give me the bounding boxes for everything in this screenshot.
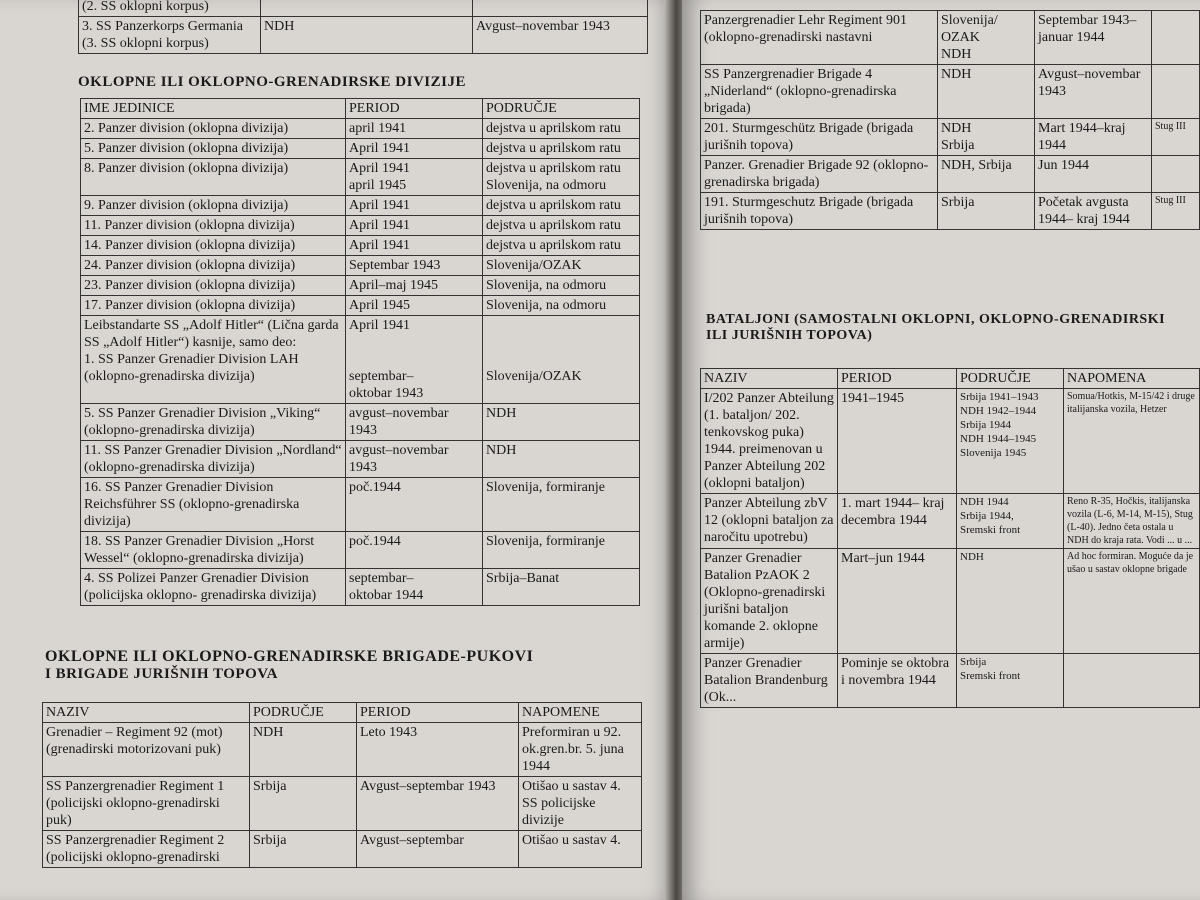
table-row [701,65,1200,119]
table-cell: NDH [483,404,640,441]
table-row [701,494,1200,549]
table-cell: dejstva u aprilskom ratu [483,236,640,256]
column-header: PERIOD [357,703,519,723]
table-cell: Slovenija/ OZAK NDH [938,11,1035,65]
table-row [79,17,648,54]
table-cell: 17. Panzer division (oklopna divizija) [81,296,346,316]
table-cell: Panzer Abteilung zbV 12 (oklopni bataljon za naročitu upotrebu) [701,494,838,549]
table-cell: Ad hoc formiran. Moguće da je ušao u sastav oklopne brigade [1064,549,1200,654]
table-row [81,256,640,276]
heading-line: I BRIGADE JURIŠNIH TOPOVA [45,666,278,682]
column-header: IME JEDINICE [81,99,346,119]
table-row [43,723,642,777]
table-cell: 23. Panzer division (oklopna divizija) [81,276,346,296]
table-cell: Slovenija, formiranje [483,532,640,569]
table-cell: Srbija [938,193,1035,230]
table-row [81,441,640,478]
table-cell: (2. SS oklopni korpus) [79,0,261,17]
table-row [81,139,640,159]
table-cell: Otišao u sastav 4. SS policijske divizije [519,777,642,831]
table-cell: NDH [261,17,473,54]
table-cell: 1. mart 1944– kraj decembra 1944 [838,494,957,549]
table-row [701,11,1200,65]
table-cell [261,0,473,17]
table-cell: avgust–novembar 1943 [346,404,483,441]
heading-line: ILI JURIŠNIH TOPOVA) [706,328,873,343]
table-row [701,156,1200,193]
table-cell: NDH [250,723,357,777]
table-cell: 14. Panzer division (oklopna divizija) [81,236,346,256]
table-cell: Slovenija, na odmoru [483,276,640,296]
table-row [701,549,1200,654]
table-row [81,316,640,404]
table-header-row [43,703,642,723]
table-cell: April 1941 [346,196,483,216]
table-cell: Stug III [1152,193,1200,230]
table-row [81,404,640,441]
table-cell: April 1945 [346,296,483,316]
table-cell: Mart 1944–kraj 1944 [1035,119,1152,156]
table-row [43,831,642,868]
table-cell: 8. Panzer division (oklopna divizija) [81,159,346,196]
table-cell: Septembar 1943 [346,256,483,276]
table-cell: 1941–1945 [838,389,957,494]
table-cell: Somua/Hotkis, M-15/42 i druge italijanska vozila, Hetzer [1064,389,1200,494]
table-cell: Avgust–septembar 1943 [357,777,519,831]
table-row [81,119,640,139]
table-cell: April–maj 1945 [346,276,483,296]
heading-line: BATALJONI (SAMOSTALNI OKLOPNI, OKLOPNO-GRENADIRSKI [706,312,1166,327]
table-cell: Srbija–Banat [483,569,640,606]
table-cell: 16. SS Panzer Grenadier Division Reichsführer SS (oklopno-grenadirska divizija) [81,478,346,532]
table-cell: Avgust–novembar 1943 [473,17,648,54]
table-cell: Panzer. Grenadier Brigade 92 (oklopno-grenadirska brigada) [701,156,938,193]
section-heading-brigades [45,648,533,683]
table-cell: poč.1944 [346,532,483,569]
table-cell: April 1941 april 1945 [346,159,483,196]
table-header-row [81,99,640,119]
divisions-table [80,98,640,606]
table-cell: Srbija [250,831,357,868]
table-cell: 2. Panzer division (oklopna divizija) [81,119,346,139]
table-row [81,159,640,196]
table-cell: Reno R-35, Hočkis, italijanska vozila (L-6, M-14, M-15), Stug (L-40). Jedno četa ostala u NDH do kraja rata. Vodi ... u ... [1064,494,1200,549]
table-cell: SS Panzergrenadier Regiment 1 (policijski oklopno-grenadirski puk) [43,777,250,831]
column-header: PODRUČJE [483,99,640,119]
table-cell [473,0,648,17]
table-cell: april 1941 [346,119,483,139]
table-row [701,654,1200,708]
battalions-table [700,368,1200,708]
table-cell: April 1941 [346,236,483,256]
table-cell: NDH [938,65,1035,119]
table-cell: 201. Sturmgeschütz Brigade (brigada jurišnih topova) [701,119,938,156]
table-cell: Preformiran u 92. ok.gren.br. 5. juna 1944 [519,723,642,777]
table-cell: 18. SS Panzer Grenadier Division „Horst Wessel“ (oklopno-grenadirska divizija) [81,532,346,569]
heading-line: OKLOPNE ILI OKLOPNO-GRENADIRSKE BRIGADE-PUKOVI [45,648,534,665]
brigades-table [42,702,642,868]
column-header: NAZIV [43,703,250,723]
table-cell: dejstva u aprilskom ratu [483,196,640,216]
left-top-table [78,0,648,54]
table-cell: I/202 Panzer Abteilung (1. bataljon/ 202. tenkovskog puka) 1944. preimenovan u Panzer Abteilung 202 (oklopni bataljon) [701,389,838,494]
table-cell: Jun 1944 [1035,156,1152,193]
table-cell: 24. Panzer division (oklopna divizija) [81,256,346,276]
table-cell: NDH [483,441,640,478]
table-row [81,569,640,606]
table-row [81,532,640,569]
table-cell [1152,156,1200,193]
table-cell: Panzer Grenadier Batalion PzAOK 2 (Oklopno-grenadirski jurišni bataljon komande 2. oklopne armije) [701,549,838,654]
table-cell: Leibstandarte SS „Adolf Hitler“ (Lična garda SS „Adolf Hitler“) kasnije, samo deo: 1. SS Panzer Grenadier Division LAH (oklopno-grenadirska divizija) [81,316,346,404]
table-row [701,389,1200,494]
table-cell: Panzergrenadier Lehr Regiment 901 (oklopno-grenadirski nastavni [701,11,938,65]
table-row [81,236,640,256]
table-cell: Pominje se oktobra i novembra 1944 [838,654,957,708]
table-cell: Slovenija, formiranje [483,478,640,532]
column-header: NAPOMENE [519,703,642,723]
table-cell: Srbija 1941–1943 NDH 1942–1944 Srbija 1944 NDH 1944–1945 Slovenija 1945 [957,389,1064,494]
column-header: PODRUČJE [957,369,1064,389]
table-cell: Septembar 1943– januar 1944 [1035,11,1152,65]
table-cell: Leto 1943 [357,723,519,777]
table-cell: 11. SS Panzer Grenadier Division „Nordland“ (oklopno-grenadirska divizija) [81,441,346,478]
table-row [701,193,1200,230]
table-cell [1152,65,1200,119]
table-cell: septembar– oktobar 1944 [346,569,483,606]
table-cell: dejstva u aprilskom ratu [483,119,640,139]
table-cell: 4. SS Polizei Panzer Grenadier Division (policijska oklopno- grenadirska divizija) [81,569,346,606]
table-cell: 11. Panzer division (oklopna divizija) [81,216,346,236]
table-cell: 9. Panzer division (oklopna divizija) [81,196,346,216]
table-cell: poč.1944 [346,478,483,532]
table-cell: April 1941 [346,216,483,236]
right-top-table [700,10,1200,230]
table-cell: dejstva u aprilskom ratu [483,216,640,236]
column-header: PERIOD [838,369,957,389]
table-cell: SS Panzergrenadier Brigade 4 „Niderland“ (oklopno-grenadirska brigada) [701,65,938,119]
table-cell: Početak avgusta 1944– kraj 1944 [1035,193,1152,230]
table-cell: Slovenija/OZAK [483,256,640,276]
column-header: NAPOMENA [1064,369,1200,389]
table-cell: April 1941 [346,139,483,159]
table-cell: Avgust–septembar [357,831,519,868]
table-cell: NDH [957,549,1064,654]
table-cell: 191. Sturmgeschutz Brigade (brigada jurišnih topova) [701,193,938,230]
table-row [701,119,1200,156]
column-header: NAZIV [701,369,838,389]
table-cell: Srbija [250,777,357,831]
table-cell: 5. SS Panzer Grenadier Division „Viking“ (oklopno-grenadirska divizija) [81,404,346,441]
table-cell: SS Panzergrenadier Regiment 2 (policijski oklopno-grenadirski [43,831,250,868]
table-cell: Otišao u sastav 4. [519,831,642,868]
table-cell: NDH 1944 Srbija 1944, Sremski front [957,494,1064,549]
section-heading-battalions [706,312,1165,344]
table-row [81,196,640,216]
table-cell: Stug III [1152,119,1200,156]
table-cell: Slovenija/OZAK [483,316,640,404]
right-page [682,0,1200,900]
table-cell: Slovenija, na odmoru [483,296,640,316]
table-row [81,276,640,296]
table-cell [1064,654,1200,708]
column-header: PERIOD [346,99,483,119]
table-cell: Avgust–novembar 1943 [1035,65,1152,119]
table-row [81,478,640,532]
table-cell: Mart–jun 1944 [838,549,957,654]
table-cell: Srbija Sremski front [957,654,1064,708]
table-row [43,777,642,831]
column-header: PODRUČJE [250,703,357,723]
table-cell: April 1941 septembar– oktobar 1943 [346,316,483,404]
table-cell [1152,11,1200,65]
table-cell: dejstva u aprilskom ratu [483,139,640,159]
table-row [81,296,640,316]
table-cell: NDH Srbija [938,119,1035,156]
table-cell: NDH, Srbija [938,156,1035,193]
table-header-row [701,369,1200,389]
table-row [81,216,640,236]
table-cell: dejstva u aprilskom ratu Slovenija, na odmoru [483,159,640,196]
table-cell: Grenadier – Regiment 92 (mot) (grenadirski motorizovani puk) [43,723,250,777]
table-cell: 5. Panzer division (oklopna divizija) [81,139,346,159]
table-row [79,0,648,17]
section-heading-divisions: OKLOPNE ILI OKLOPNO-GRENADIRSKE DIVIZIJE [78,74,466,90]
table-cell: Panzer Grenadier Batalion Brandenburg (Ok... [701,654,838,708]
table-cell: avgust–novembar 1943 [346,441,483,478]
table-cell: 3. SS Panzerkorps Germania (3. SS oklopni korpus) [79,17,261,54]
